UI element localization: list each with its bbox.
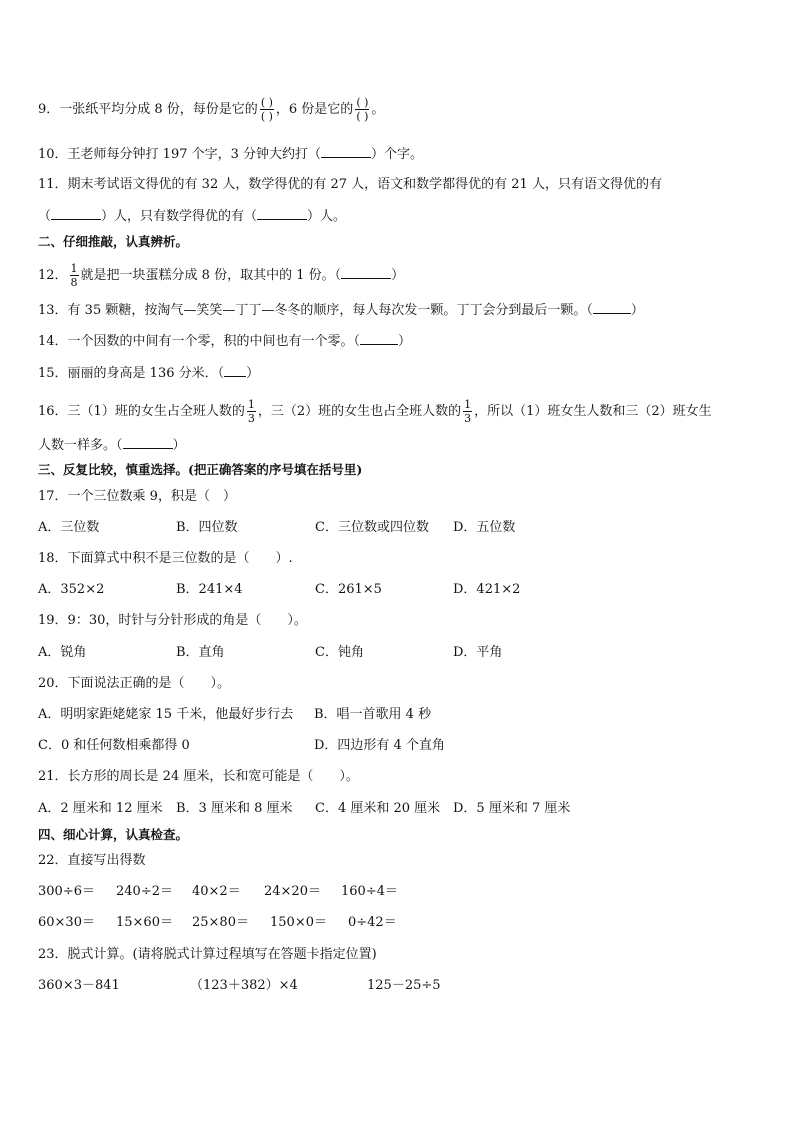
q16-frac2-den: 3 <box>464 412 472 425</box>
q20-option-d[interactable]: D．四边形有 4 个直角 <box>314 738 445 753</box>
q19-option-d[interactable]: D．平角 <box>453 645 503 660</box>
q11-text-c: ）人。 <box>307 209 347 224</box>
q21-option-a[interactable]: A．2 厘米和 12 厘米 <box>38 801 163 816</box>
q22-row1-item-3: 40×2＝ <box>192 884 241 899</box>
q19-option-a[interactable]: A．锐角 <box>38 645 87 660</box>
q12-prefix: 12． <box>38 268 68 283</box>
section-3-heading: 三、反复比较，慎重选择。(把正确答案的序号填在括号里) <box>38 462 363 477</box>
q10-text-a: 10．王老师每分钟打 197 个字，3 分钟大约打（ <box>38 147 322 162</box>
q16-frac2-num: 1 <box>464 398 472 411</box>
q16-text-c: ，所以（1）班女生人数和三（2）班女生 <box>474 404 712 419</box>
q20-option-a[interactable]: A．明明家距姥姥家 15 千米，他最好步行去 <box>38 707 294 722</box>
question-15 <box>38 364 259 383</box>
q11-answer-blank-2[interactable] <box>257 207 307 220</box>
q18-option-a[interactable]: A．352×2 <box>38 582 105 597</box>
section-2-heading: 二、仔细推敲，认真辨析。 <box>38 234 189 249</box>
q11-text-b: ）人，只有数学得优的有（ <box>101 209 258 224</box>
q12-end: ） <box>391 268 405 283</box>
question-16-line2 <box>38 436 186 455</box>
q11-answer-blank-1[interactable] <box>51 207 101 220</box>
q17-option-d[interactable]: D．五位数 <box>453 520 516 535</box>
q16-frac1-num: 1 <box>247 398 255 411</box>
q18-option-b[interactable]: B．241×4 <box>176 582 243 597</box>
q10-answer-blank[interactable] <box>321 145 371 158</box>
q19-option-c[interactable]: C．钝角 <box>315 645 364 660</box>
question-18-stem: 18．下面算式中积不是三位数的是（ ）. <box>38 551 293 566</box>
q17-option-c[interactable]: C．三位数或四位数 <box>315 520 429 535</box>
q22-row1-item-2: 240÷2＝ <box>116 884 173 899</box>
q23-item-2: （123＋382）×4 <box>190 978 298 993</box>
q13-end: ） <box>630 303 644 318</box>
q17-option-a[interactable]: A．三位数 <box>38 520 100 535</box>
q15-end: ） <box>246 366 260 381</box>
q9-frac1-den: ( ) <box>260 110 273 123</box>
q13-answer-blank[interactable] <box>593 301 631 314</box>
q20-option-b[interactable]: B．唱一首歌用 4 秒 <box>314 707 432 722</box>
q12-text: 就是把一块蛋糕分成 8 份，取其中的 1 份。（ <box>80 268 342 283</box>
section-4-heading: 四、细心计算，认真检查。 <box>38 827 189 842</box>
q9-fraction-1 <box>260 96 274 123</box>
question-14 <box>38 332 411 351</box>
q22-row2-item-2: 15×60＝ <box>116 915 173 930</box>
question-17-stem: 17．一个三位数乘 9，积是（ ） <box>38 489 236 504</box>
question-23-stem: 23．脱式计算。(请将脱式计算过程填写在答题卡指定位置) <box>38 947 377 962</box>
q16-fraction-2 <box>463 398 472 425</box>
question-10 <box>38 145 423 164</box>
question-11-line1: 11．期末考试语文得优的有 32 人，数学得优的有 27 人，语文和数学都得优的有 21 人，只有语文得优的有 <box>38 177 662 192</box>
q22-row2-item-5: 0÷42＝ <box>348 915 397 930</box>
q22-row1-item-5: 160÷4＝ <box>341 884 398 899</box>
q16-text-b: ，三（2）班的女生也占全班人数的 <box>257 404 462 419</box>
q9-frac2-den: ( ) <box>356 110 369 123</box>
q22-row2-item-4: 150×0＝ <box>270 915 327 930</box>
q13-text: 13．有 35 颗糖，按淘气—笑笑—丁丁—冬冬的顺序，每人每次发一颗。丁丁会分到最后一颗。（ <box>38 303 593 318</box>
question-22-stem: 22．直接写出得数 <box>38 853 146 868</box>
q14-answer-blank[interactable] <box>360 332 398 345</box>
q23-item-3: 125－25÷5 <box>367 978 441 993</box>
q16-fraction-1 <box>247 398 256 425</box>
q16-text-a: 16．三（1）班的女生占全班人数的 <box>38 404 245 419</box>
q12-frac-den: 8 <box>70 276 78 289</box>
q15-text: 15．丽丽的身高是 136 分米．（ <box>38 366 225 381</box>
q12-answer-blank[interactable] <box>341 266 391 279</box>
question-9 <box>38 96 384 123</box>
q16-answer-blank[interactable] <box>123 436 173 449</box>
q22-row1-item-4: 24×20＝ <box>264 884 321 899</box>
q21-option-b[interactable]: B．3 厘米和 8 厘米 <box>176 801 293 816</box>
q22-row2-item-1: 60×30＝ <box>38 915 95 930</box>
q12-frac-num: 1 <box>70 262 78 275</box>
q14-end: ） <box>398 334 412 349</box>
q9-frac2-num: ( ) <box>356 96 369 109</box>
q23-item-1: 360×3－841 <box>38 978 120 993</box>
q9-fraction-2 <box>355 96 369 123</box>
q10-text-b: ）个字。 <box>371 147 424 162</box>
q16-line2-text: 人数一样多。（ <box>38 438 123 453</box>
q15-answer-blank[interactable] <box>224 364 246 377</box>
q9-text-a: 9．一张纸平均分成 8 份，每份是它的 <box>38 102 258 117</box>
q18-option-c[interactable]: C．261×5 <box>315 582 382 597</box>
q18-option-d[interactable]: D．421×2 <box>453 582 521 597</box>
q12-fraction <box>70 262 79 289</box>
q20-option-c[interactable]: C．0 和任何数相乘都得 0 <box>38 738 190 753</box>
question-21-stem: 21．长方形的周长是 24 厘米，长和宽可能是（ ）。 <box>38 769 359 784</box>
q16-end: ） <box>172 438 186 453</box>
q16-frac1-den: 3 <box>247 412 255 425</box>
q22-row1-item-1: 300÷6＝ <box>38 884 95 899</box>
q9-text-c: 。 <box>371 102 385 117</box>
q11-text-a: （ <box>38 209 52 224</box>
question-11-line2 <box>38 207 346 226</box>
q21-option-d[interactable]: D．5 厘米和 7 厘米 <box>453 801 571 816</box>
q19-option-b[interactable]: B．直角 <box>176 645 225 660</box>
question-12 <box>38 262 404 289</box>
q21-option-c[interactable]: C．4 厘米和 20 厘米 <box>315 801 441 816</box>
q22-row2-item-3: 25×80＝ <box>192 915 249 930</box>
q9-text-b: ，6 份是它的 <box>275 102 354 117</box>
q17-option-b[interactable]: B．四位数 <box>176 520 238 535</box>
q9-frac1-num: ( ) <box>260 96 273 109</box>
q14-text: 14．一个因数的中间有一个零，积的中间也有一个零。（ <box>38 334 361 349</box>
question-13 <box>38 301 644 320</box>
question-20-stem: 20．下面说法正确的是（ ）。 <box>38 676 231 691</box>
question-19-stem: 19．9：30，时针与分针形成的角是（ ）。 <box>38 613 307 628</box>
question-16-line1 <box>38 398 712 425</box>
